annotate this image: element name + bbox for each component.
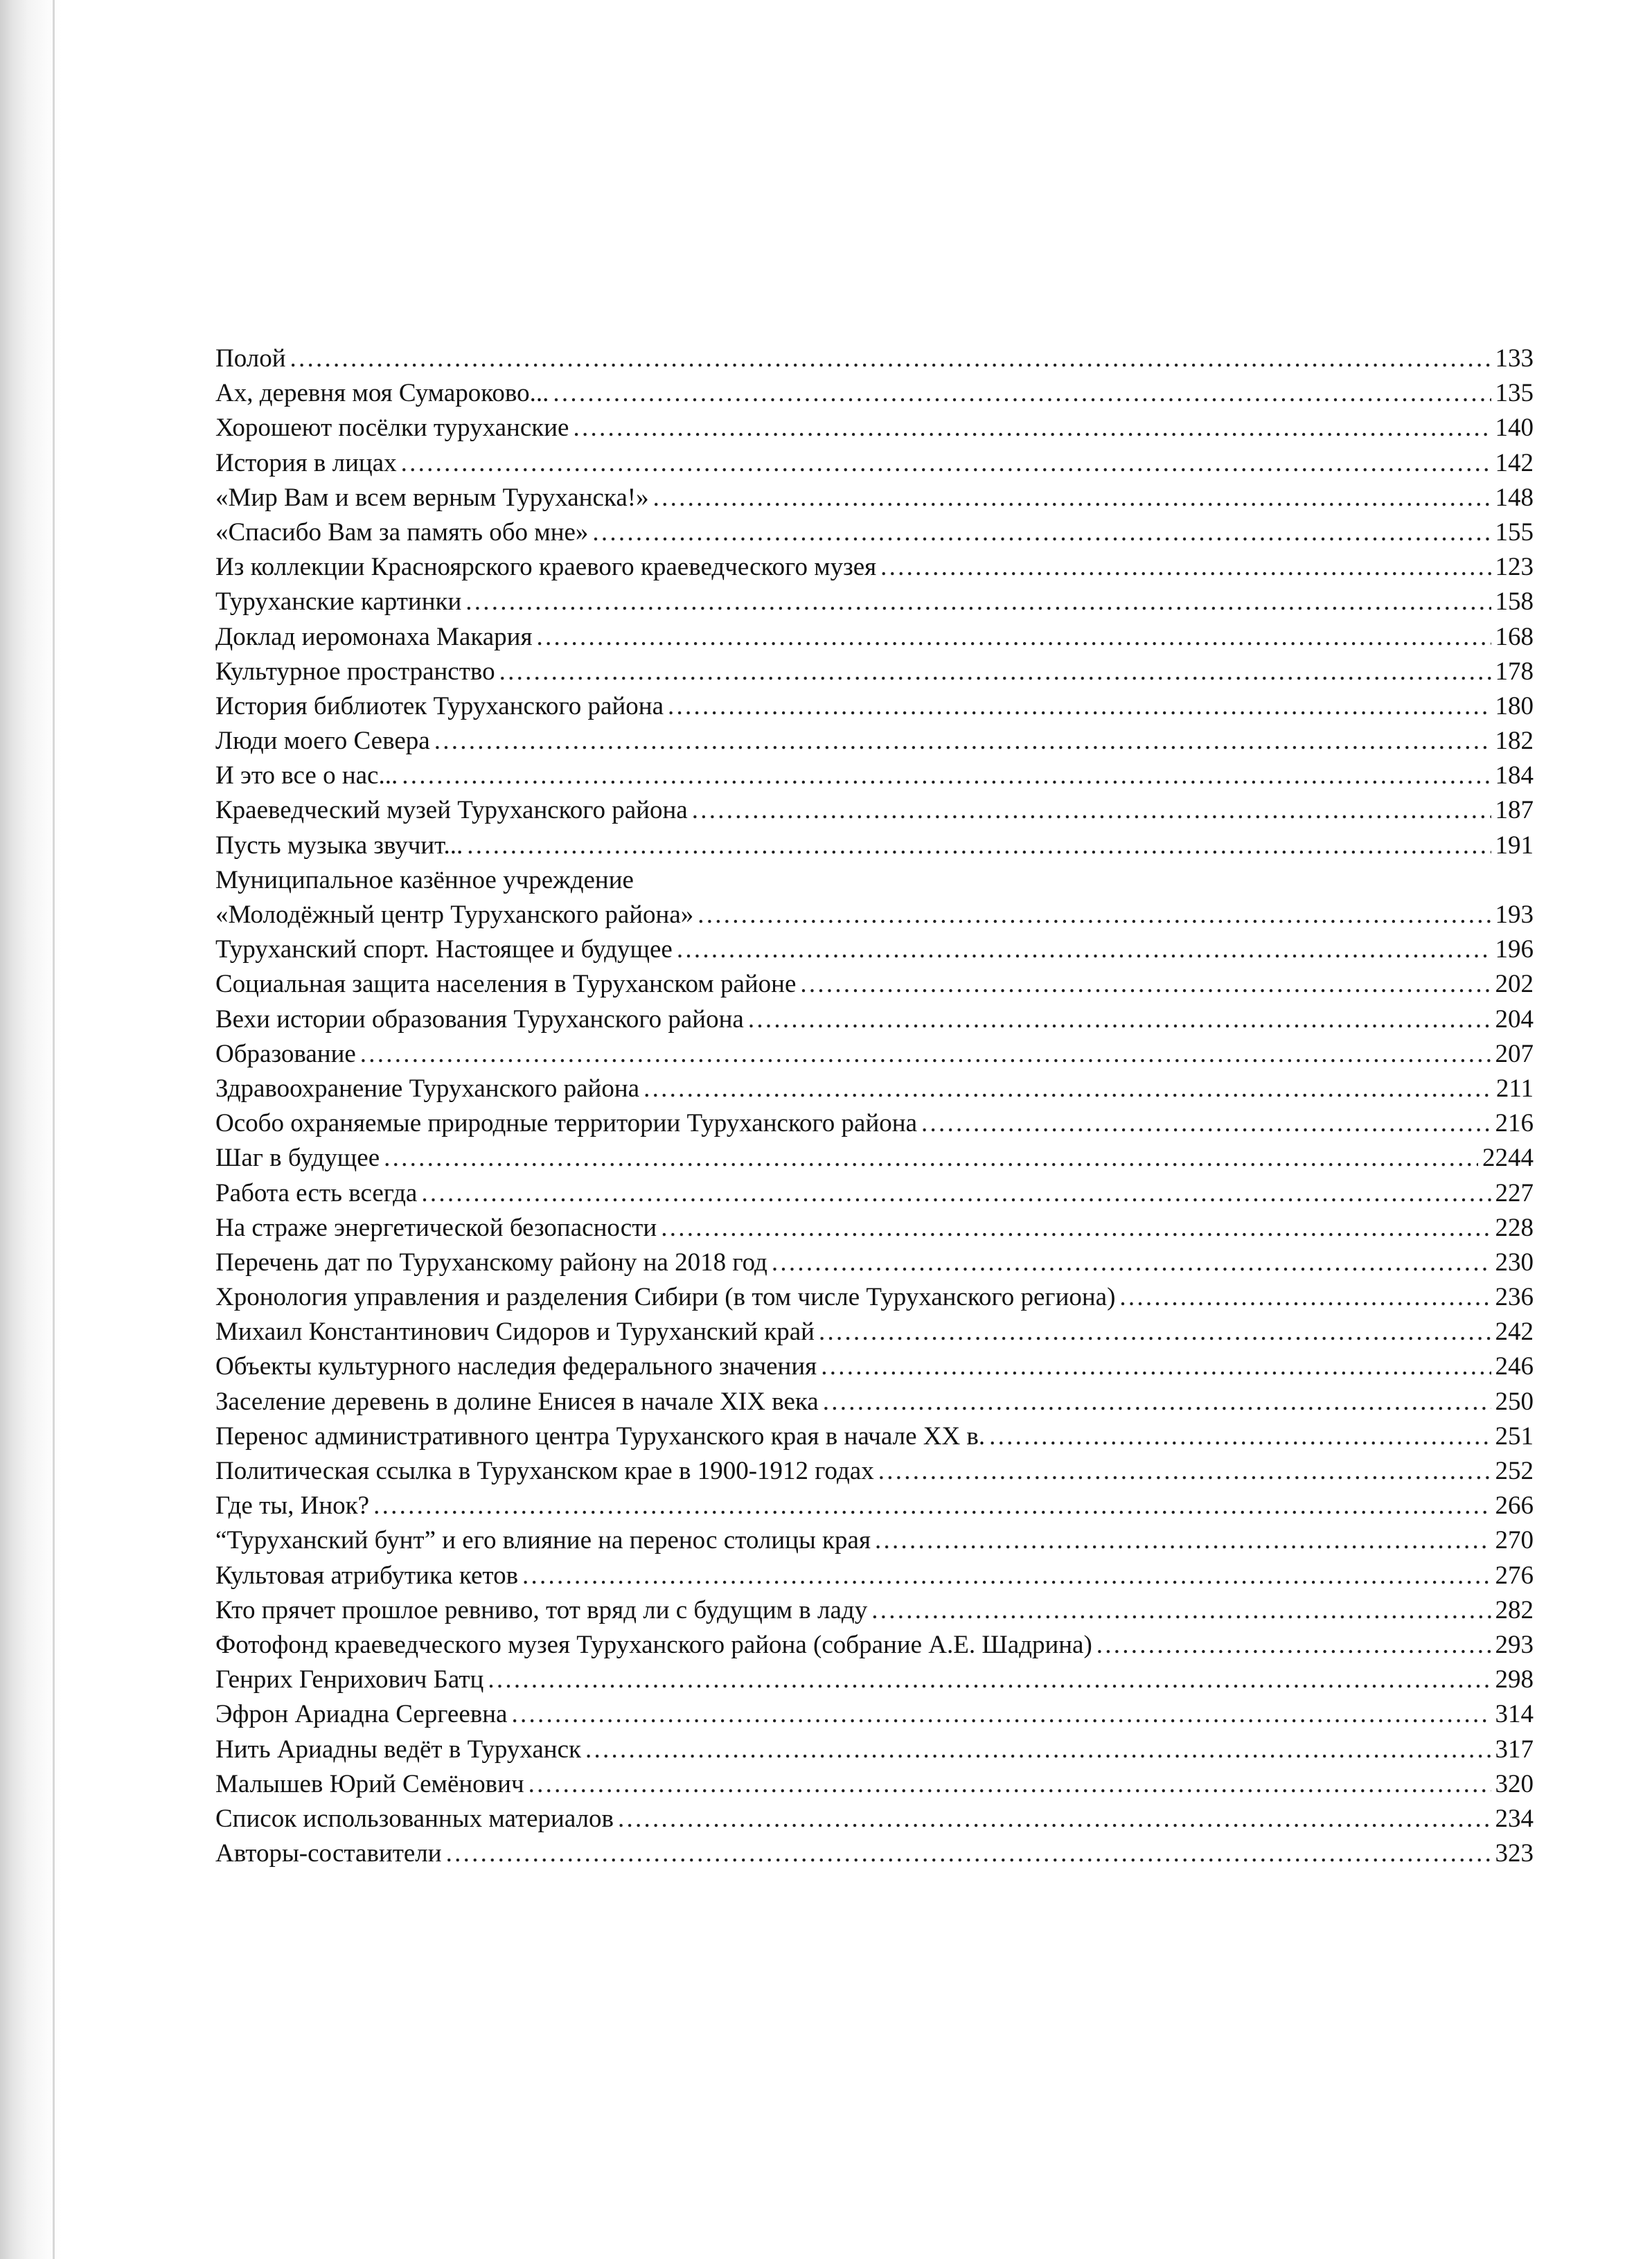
toc-entry-page-number: 228 bbox=[1495, 1213, 1534, 1242]
toc-entry-page-number: 251 bbox=[1495, 1421, 1534, 1451]
toc-entry-title: Доклад иеромонаха Макария bbox=[215, 622, 533, 651]
toc-entry bbox=[215, 863, 1534, 898]
toc-entry bbox=[215, 1037, 1534, 1072]
toc-entry-title: Хронология управления и разделения Сибири (в том числе Туруханского региона) bbox=[215, 1283, 1116, 1312]
toc-entry bbox=[215, 585, 1534, 619]
toc-dot-leader bbox=[643, 1072, 1492, 1106]
toc-entry-title: Полой bbox=[215, 344, 286, 373]
toc-entry-page-number: 323 bbox=[1495, 1839, 1534, 1868]
toc-dot-leader bbox=[748, 1002, 1491, 1037]
toc-entry-title: И это все о нас... bbox=[215, 761, 398, 790]
toc-entry-page-number: 216 bbox=[1495, 1109, 1534, 1138]
toc-dot-leader bbox=[446, 1836, 1491, 1871]
toc-entry-page-number: 155 bbox=[1495, 517, 1534, 547]
toc-dot-leader bbox=[522, 1559, 1491, 1593]
toc-entry-title: Муниципальное казённое учреждение bbox=[215, 865, 634, 894]
toc-entry bbox=[215, 1246, 1534, 1280]
toc-dot-leader bbox=[871, 1593, 1491, 1628]
toc-entry bbox=[215, 1002, 1534, 1037]
toc-dot-leader bbox=[677, 932, 1491, 967]
toc-entry-page-number: 276 bbox=[1495, 1561, 1534, 1590]
toc-entry-title: Туруханские картинки bbox=[215, 587, 462, 617]
toc-entry bbox=[215, 342, 1534, 376]
toc-dot-leader bbox=[821, 1349, 1491, 1384]
toc-entry-title: Заселение деревень в долине Енисея в начале XIX века bbox=[215, 1387, 819, 1416]
toc-entry-page-number: 178 bbox=[1495, 657, 1534, 686]
toc-dot-leader bbox=[819, 1315, 1491, 1349]
toc-entry bbox=[215, 376, 1534, 411]
toc-entry-page-number: 250 bbox=[1495, 1387, 1534, 1416]
toc-entry bbox=[215, 1419, 1534, 1454]
toc-entry-title: Пусть музыка звучит... bbox=[215, 831, 463, 860]
toc-entry-page-number: 142 bbox=[1495, 448, 1534, 477]
toc-entry-title: Список использованных материалов bbox=[215, 1804, 614, 1833]
toc-entry bbox=[215, 655, 1534, 689]
toc-dot-leader bbox=[800, 967, 1491, 1002]
toc-entry-page-number: 293 bbox=[1495, 1630, 1534, 1659]
toc-entry bbox=[215, 1802, 1534, 1836]
toc-entry-title: Культовая атрибутика кетов bbox=[215, 1561, 519, 1590]
toc-entry-title: Перечень дат по Туруханскому району на 2018 год bbox=[215, 1248, 767, 1277]
toc-entry bbox=[215, 1489, 1534, 1523]
toc-entry-page-number: 242 bbox=[1495, 1318, 1534, 1347]
toc-entry-title: Авторы-составители bbox=[215, 1839, 442, 1868]
toc-entry-title: «Мир Вам и всем верным Туруханска!» bbox=[215, 483, 649, 512]
toc-dot-leader bbox=[465, 585, 1491, 619]
toc-dot-leader bbox=[488, 1663, 1491, 1697]
toc-entry bbox=[215, 1072, 1534, 1106]
toc-entry-page-number: 135 bbox=[1495, 379, 1534, 408]
toc-entry-page-number: 193 bbox=[1495, 901, 1534, 929]
toc-entry-page-number: 123 bbox=[1495, 553, 1534, 582]
toc-entry-page-number: 2244 bbox=[1482, 1144, 1534, 1173]
toc-entry-page-number: 196 bbox=[1495, 935, 1534, 964]
toc-dot-leader bbox=[585, 1733, 1491, 1767]
toc-entry bbox=[215, 759, 1534, 793]
toc-entry-title: Михаил Константинович Сидоров и Туруханский край bbox=[215, 1318, 815, 1347]
toc-entry bbox=[215, 1697, 1534, 1732]
toc-entry-page-number: 204 bbox=[1495, 1004, 1534, 1034]
toc-entry-title: «Молодёжный центр Туруханского района» bbox=[215, 901, 694, 929]
toc-entry-page-number: 320 bbox=[1495, 1769, 1534, 1798]
toc-entry-title: Культурное пространство bbox=[215, 657, 495, 686]
toc-entry-page-number: 133 bbox=[1495, 344, 1534, 373]
toc-dot-leader bbox=[1096, 1628, 1491, 1663]
toc-dot-leader bbox=[402, 759, 1491, 793]
toc-entry-page-number: 270 bbox=[1495, 1526, 1534, 1555]
toc-entry bbox=[215, 1141, 1534, 1176]
toc-entry-title: История библиотек Туруханского района bbox=[215, 691, 664, 720]
toc-dot-leader bbox=[360, 1037, 1491, 1072]
toc-entry-page-number: 191 bbox=[1495, 831, 1534, 860]
toc-dot-leader bbox=[653, 481, 1491, 515]
toc-entry-page-number: 158 bbox=[1495, 587, 1534, 617]
toc-entry bbox=[215, 515, 1534, 550]
toc-entry bbox=[215, 1211, 1534, 1246]
toc-entry bbox=[215, 1628, 1534, 1663]
toc-entry-page-number: 187 bbox=[1495, 796, 1534, 825]
toc-entry-title: Вехи истории образования Туруханского района bbox=[215, 1004, 744, 1034]
toc-dot-leader bbox=[592, 515, 1491, 550]
toc-entry-page-number: 246 bbox=[1495, 1352, 1534, 1381]
toc-dot-leader bbox=[878, 1454, 1491, 1489]
toc-entry-title: Объекты культурного наследия федерального значения bbox=[215, 1352, 817, 1381]
toc-entry-page-number: 168 bbox=[1495, 622, 1534, 651]
toc-entry-title: На страже энергетической безопасности bbox=[215, 1213, 657, 1242]
toc-entry-title: Здравоохранение Туруханского района bbox=[215, 1074, 640, 1103]
toc-entry bbox=[215, 1767, 1534, 1802]
toc-dot-leader bbox=[290, 342, 1491, 376]
toc-entry-page-number: 234 bbox=[1495, 1804, 1534, 1833]
toc-entry-title: Где ты, Инок? bbox=[215, 1491, 370, 1521]
toc-entry bbox=[215, 1106, 1534, 1141]
toc-entry bbox=[215, 1454, 1534, 1489]
toc-dot-leader bbox=[668, 689, 1491, 724]
toc-entry-title: Ах, деревня моя Сумароково... bbox=[215, 379, 549, 408]
toc-entry-title: Туруханский спорт. Настоящее и будущее bbox=[215, 935, 673, 964]
toc-dot-leader bbox=[537, 620, 1491, 655]
toc-dot-leader bbox=[434, 724, 1491, 759]
toc-entry-title: Генрих Генрихович Батц bbox=[215, 1665, 484, 1694]
toc-dot-leader bbox=[989, 1419, 1491, 1454]
toc-dot-leader bbox=[921, 1106, 1491, 1141]
toc-entry-page-number: 227 bbox=[1495, 1178, 1534, 1207]
toc-dot-leader bbox=[880, 550, 1491, 585]
toc-entry-page-number: 236 bbox=[1495, 1283, 1534, 1312]
toc-entry-title: Из коллекции Красноярского краевого краеведческого музея bbox=[215, 553, 877, 582]
toc-dot-leader bbox=[529, 1767, 1491, 1802]
toc-entry-page-number: 298 bbox=[1495, 1665, 1534, 1694]
toc-entry bbox=[215, 1733, 1534, 1767]
toc-entry-title: Политическая ссылка в Туруханском крае в 1900-1912 годах bbox=[215, 1457, 874, 1485]
toc-entry bbox=[215, 1523, 1534, 1558]
toc-entry-page-number: 211 bbox=[1495, 1074, 1534, 1103]
toc-entry-title: Малышев Юрий Семёнович bbox=[215, 1769, 524, 1798]
toc-entry bbox=[215, 1836, 1534, 1871]
toc-entry-page-number: 314 bbox=[1495, 1700, 1534, 1729]
toc-dot-leader bbox=[573, 411, 1491, 445]
toc-entry-page-number: 182 bbox=[1495, 727, 1534, 756]
toc-dot-leader bbox=[511, 1697, 1491, 1732]
toc-entry-title: История в лицах bbox=[215, 448, 397, 477]
toc-entry-title: Социальная защита населения в Туруханском районе bbox=[215, 970, 797, 999]
toc-dot-leader bbox=[553, 376, 1491, 411]
toc-dot-leader bbox=[467, 829, 1491, 863]
toc-entry-title: Краеведческий музей Туруханского района bbox=[215, 796, 688, 825]
toc-entry-title: “Туруханский бунт” и его влияние на перенос столицы края bbox=[215, 1526, 871, 1555]
toc-entry-title: Хорошеют посёлки туруханские bbox=[215, 414, 569, 443]
toc-entry-page-number: 202 bbox=[1495, 970, 1534, 999]
toc-dot-leader bbox=[661, 1211, 1491, 1246]
toc-entry-page-number: 230 bbox=[1495, 1248, 1534, 1277]
toc-entry bbox=[215, 620, 1534, 655]
toc-entry-page-number: 148 bbox=[1495, 483, 1534, 512]
toc-entry bbox=[215, 1663, 1534, 1697]
toc-entry-page-number: 282 bbox=[1495, 1595, 1534, 1624]
toc-entry-page-number: 140 bbox=[1495, 414, 1534, 443]
toc-entry-title: Особо охраняемые природные территории Туруханского района bbox=[215, 1109, 918, 1138]
toc-entry bbox=[215, 1280, 1534, 1315]
toc-entry-page-number: 180 bbox=[1495, 691, 1534, 720]
toc-entry-title: Люди моего Севера bbox=[215, 727, 430, 756]
toc-entry bbox=[215, 1593, 1534, 1628]
toc-entry bbox=[215, 1349, 1534, 1384]
toc-dot-leader bbox=[692, 793, 1491, 828]
toc-entry bbox=[215, 1176, 1534, 1211]
page-spine-line bbox=[53, 0, 55, 2259]
toc-entry-title: Кто прячет прошлое ревниво, тот вряд ли с будущим в ладу bbox=[215, 1595, 868, 1624]
toc-entry bbox=[215, 967, 1534, 1002]
toc-entry-title: Перенос административного центра Туруханского края в начале XX в. bbox=[215, 1421, 986, 1451]
toc-entry bbox=[215, 550, 1534, 585]
toc-entry bbox=[215, 446, 1534, 481]
toc-entry-title: Образование bbox=[215, 1039, 356, 1068]
toc-entry bbox=[215, 898, 1534, 932]
toc-dot-leader bbox=[373, 1489, 1491, 1523]
toc-entry-page-number: 252 bbox=[1495, 1457, 1534, 1485]
toc-dot-leader bbox=[698, 898, 1491, 932]
toc-dot-leader bbox=[875, 1523, 1491, 1558]
table-of-contents bbox=[215, 342, 1534, 1871]
toc-entry-title: Работа есть всегда bbox=[215, 1178, 418, 1207]
toc-entry-title: Эфрон Ариадна Сергеевна bbox=[215, 1700, 508, 1729]
toc-entry-page-number: 266 bbox=[1495, 1491, 1534, 1521]
toc-entry bbox=[215, 689, 1534, 724]
toc-dot-leader bbox=[772, 1246, 1491, 1280]
toc-entry bbox=[215, 411, 1534, 445]
toc-entry bbox=[215, 829, 1534, 863]
toc-dot-leader bbox=[401, 446, 1491, 481]
toc-dot-leader bbox=[384, 1141, 1478, 1176]
toc-entry-page-number: 317 bbox=[1495, 1735, 1534, 1764]
toc-entry bbox=[215, 932, 1534, 967]
toc-dot-leader bbox=[499, 655, 1491, 689]
toc-entry bbox=[215, 481, 1534, 515]
toc-dot-leader bbox=[1119, 1280, 1491, 1315]
toc-entry-page-number: 184 bbox=[1495, 761, 1534, 790]
toc-entry-title: Фотофонд краеведческого музея Туруханского района (собрание А.Е. Шадрина) bbox=[215, 1630, 1092, 1659]
toc-entry bbox=[215, 1315, 1534, 1349]
toc-entry-title: Нить Ариадны ведёт в Туруханск bbox=[215, 1735, 581, 1764]
toc-entry-page-number: 207 bbox=[1495, 1039, 1534, 1068]
toc-entry bbox=[215, 793, 1534, 828]
toc-dot-leader bbox=[823, 1385, 1491, 1419]
toc-dot-leader bbox=[421, 1176, 1491, 1211]
toc-entry bbox=[215, 1559, 1534, 1593]
toc-entry bbox=[215, 1385, 1534, 1419]
toc-dot-leader bbox=[618, 1802, 1491, 1836]
toc-entry-title: «Спасибо Вам за память обо мне» bbox=[215, 517, 589, 547]
toc-entry-title: Шаг в будущее bbox=[215, 1144, 380, 1173]
toc-entry bbox=[215, 724, 1534, 759]
